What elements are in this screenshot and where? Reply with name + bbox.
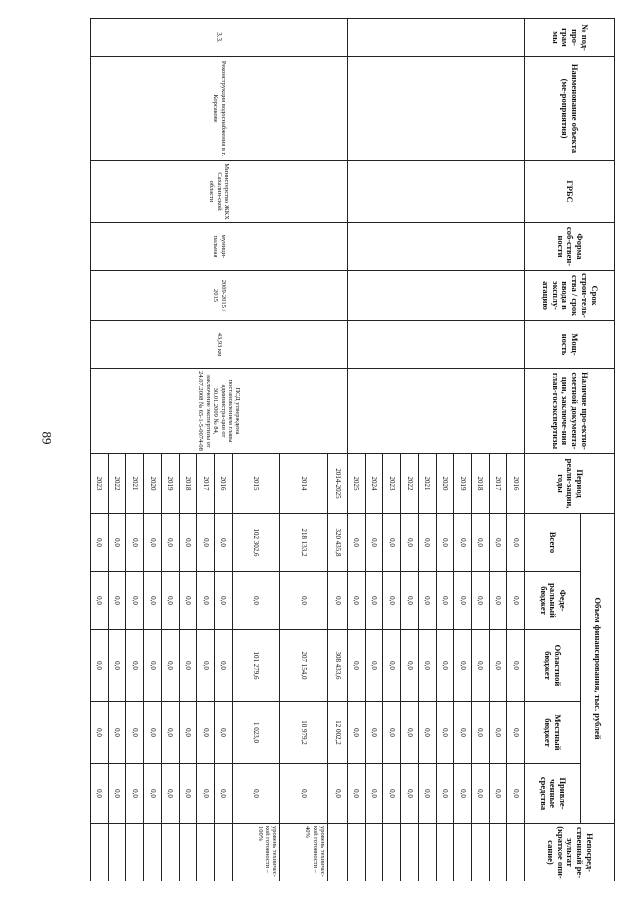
local-cell: 0,0	[214, 702, 232, 764]
local-cell: 0,0	[489, 702, 507, 764]
attracted-cell: 0,0	[507, 764, 525, 824]
federal-cell: 0,0	[161, 572, 179, 630]
federal-cell: 0,0	[328, 572, 348, 630]
local-cell: 0,0	[436, 702, 454, 764]
regional-cell: 0,0	[454, 630, 472, 702]
header-federal: Феде-ральный бюджет	[525, 572, 581, 630]
result-cell	[144, 824, 162, 882]
regional-cell: 0,0	[161, 630, 179, 702]
total-cell: 0,0	[383, 514, 401, 572]
attracted-cell: 0,0	[436, 764, 454, 824]
investment-register-table	[90, 18, 615, 881]
period-cell: 2014	[280, 454, 328, 514]
local-cell: 12 002,2	[328, 702, 348, 764]
period-cell: 2022	[108, 454, 126, 514]
result-cell	[401, 824, 419, 882]
result-cell	[161, 824, 179, 882]
table-row	[328, 19, 348, 882]
result-cell: уровень техничес-кой готовности – 100%	[232, 824, 280, 882]
total-cell: 0,0	[197, 514, 215, 572]
total-cell: 0,0	[348, 514, 366, 572]
period-cell: 2018	[179, 454, 197, 514]
regional-cell: 0,0	[401, 630, 419, 702]
result-cell	[365, 824, 383, 882]
federal-cell: 0,0	[401, 572, 419, 630]
result-cell	[418, 824, 436, 882]
regional-cell: 0,0	[108, 630, 126, 702]
federal-cell: 0,0	[365, 572, 383, 630]
period-cell: 2017	[489, 454, 507, 514]
federal-cell: 0,0	[454, 572, 472, 630]
result-cell	[328, 824, 348, 882]
no-cell	[348, 19, 525, 57]
total-cell: 0,0	[91, 514, 109, 572]
local-cell: 0,0	[197, 702, 215, 764]
capacity-cell: 43,93 км	[91, 321, 348, 369]
capacity-cell	[348, 321, 525, 369]
regional-cell: 0,0	[471, 630, 489, 702]
local-cell: 0,0	[454, 702, 472, 764]
regional-cell: 0,0	[348, 630, 366, 702]
local-cell: 1 023,0	[232, 702, 280, 764]
regional-cell: 0,0	[365, 630, 383, 702]
term-cell: 2009-2015 / 2015	[91, 271, 348, 321]
result-cell	[454, 824, 472, 882]
period-cell: 2021	[418, 454, 436, 514]
local-cell: 0,0	[418, 702, 436, 764]
local-cell: 10 979,2	[280, 702, 328, 764]
regional-cell: 0,0	[214, 630, 232, 702]
regional-cell: 0,0	[126, 630, 144, 702]
period-cell: 2017	[197, 454, 215, 514]
local-cell: 0,0	[348, 702, 366, 764]
attracted-cell: 0,0	[91, 764, 109, 824]
header-attracted: Привле-ченные средства	[525, 764, 581, 824]
attracted-cell: 0,0	[126, 764, 144, 824]
period-cell: 2020	[144, 454, 162, 514]
attracted-cell: 0,0	[383, 764, 401, 824]
period-cell: 2024	[365, 454, 383, 514]
result-cell	[197, 824, 215, 882]
attracted-cell: 0,0	[418, 764, 436, 824]
regional-cell: 0,0	[179, 630, 197, 702]
table-row	[507, 19, 525, 882]
docs-cell: ПСД утверждена постановлением главы администра-ции от 30.01.2009 № 84, заключение экспертизы от 24.07.2008 № 65-1-5-0074-08	[91, 369, 348, 454]
header-result: Непосред-ственный ре-зультат (краткое опи-сание)	[525, 824, 615, 882]
attracted-cell: 0,0	[144, 764, 162, 824]
federal-cell: 0,0	[197, 572, 215, 630]
result-cell	[507, 824, 525, 882]
attracted-cell: 0,0	[280, 764, 328, 824]
regional-cell: 0,0	[197, 630, 215, 702]
page-number: 89	[39, 431, 55, 445]
federal-cell: 0,0	[91, 572, 109, 630]
total-cell: 0,0	[108, 514, 126, 572]
regional-cell: 0,0	[507, 630, 525, 702]
federal-cell: 0,0	[108, 572, 126, 630]
total-cell: 0,0	[471, 514, 489, 572]
header-total: Всего	[525, 514, 581, 572]
period-cell: 2015	[232, 454, 280, 514]
result-cell	[348, 824, 366, 882]
header-ownership: Форма соб-ствен-ности	[525, 223, 615, 271]
no-cell: 3.3.	[91, 19, 348, 57]
attracted-cell: 0,0	[232, 764, 280, 824]
local-cell: 0,0	[126, 702, 144, 764]
local-cell: 0,0	[108, 702, 126, 764]
regional-cell: 0,0	[383, 630, 401, 702]
header-funding-group: Объем финансирования, тыс. рублей	[581, 514, 615, 824]
name-cell	[348, 57, 525, 161]
period-cell: 2016	[214, 454, 232, 514]
attracted-cell: 0,0	[328, 764, 348, 824]
attracted-cell: 0,0	[365, 764, 383, 824]
attracted-cell: 0,0	[348, 764, 366, 824]
header-period: Период реали-зации, годы	[525, 454, 615, 514]
period-cell: 2022	[401, 454, 419, 514]
period-cell: 2023	[91, 454, 109, 514]
term-cell	[348, 271, 525, 321]
federal-cell: 0,0	[179, 572, 197, 630]
period-cell: 2021	[126, 454, 144, 514]
header-capacity: Мощ-ность	[525, 321, 615, 369]
local-cell: 0,0	[471, 702, 489, 764]
regional-cell: 308 433,6	[328, 630, 348, 702]
period-cell: 2025	[348, 454, 366, 514]
period-cell: 2023	[383, 454, 401, 514]
result-cell	[489, 824, 507, 882]
result-cell	[383, 824, 401, 882]
attracted-cell: 0,0	[108, 764, 126, 824]
attracted-cell: 0,0	[179, 764, 197, 824]
total-cell: 0,0	[418, 514, 436, 572]
regional-cell: 207 154,0	[280, 630, 328, 702]
table-header	[525, 19, 615, 882]
federal-cell: 0,0	[418, 572, 436, 630]
grbs-cell	[348, 161, 525, 223]
federal-cell: 0,0	[232, 572, 280, 630]
local-cell: 0,0	[179, 702, 197, 764]
federal-cell: 0,0	[507, 572, 525, 630]
header-docs: Наличие про-ектно-сметной документа-ции, заключе-ния глав-госэкспертизы	[525, 369, 615, 454]
period-cell: 2020	[436, 454, 454, 514]
total-cell: 0,0	[436, 514, 454, 572]
period-cell: 2019	[454, 454, 472, 514]
federal-cell: 0,0	[383, 572, 401, 630]
federal-cell: 0,0	[214, 572, 232, 630]
total-cell: 218 133,2	[280, 514, 328, 572]
period-cell: 2016	[507, 454, 525, 514]
total-cell: 0,0	[179, 514, 197, 572]
header-no: № под-про-грам мы	[525, 19, 615, 57]
header-term: Срок строи-тель-ства / срок ввода в эксплу-атацию	[525, 271, 615, 321]
period-cell: 2019	[161, 454, 179, 514]
attracted-cell: 0,0	[214, 764, 232, 824]
regional-cell: 101 279,6	[232, 630, 280, 702]
federal-cell: 0,0	[144, 572, 162, 630]
local-cell: 0,0	[144, 702, 162, 764]
name-cell: Реконструкция водоснабжения в г. Корсакове	[91, 57, 348, 161]
local-cell: 0,0	[365, 702, 383, 764]
header-grbs: ГРБС	[525, 161, 615, 223]
total-cell: 0,0	[489, 514, 507, 572]
result-cell	[108, 824, 126, 882]
result-cell	[126, 824, 144, 882]
local-cell: 0,0	[383, 702, 401, 764]
result-cell	[214, 824, 232, 882]
result-cell	[91, 824, 109, 882]
header-name: Наименование объекта (ме-роприятия)	[525, 57, 615, 161]
total-cell: 102 302,6	[232, 514, 280, 572]
result-cell: уровень техничес-кой готовности – 40%	[280, 824, 328, 882]
grbs-cell: Министерство ЖКХ Сахалин-ской области	[91, 161, 348, 223]
local-cell: 0,0	[161, 702, 179, 764]
total-cell: 0,0	[126, 514, 144, 572]
total-cell: 0,0	[144, 514, 162, 572]
federal-cell: 0,0	[126, 572, 144, 630]
attracted-cell: 0,0	[471, 764, 489, 824]
total-cell: 320 435,8	[328, 514, 348, 572]
period-cell: 2018	[471, 454, 489, 514]
total-cell: 0,0	[507, 514, 525, 572]
federal-cell: 0,0	[280, 572, 328, 630]
ownership-cell	[348, 223, 525, 271]
local-cell: 0,0	[507, 702, 525, 764]
register-sheet	[90, 18, 615, 881]
result-cell	[179, 824, 197, 882]
attracted-cell: 0,0	[197, 764, 215, 824]
regional-cell: 0,0	[489, 630, 507, 702]
regional-cell: 0,0	[144, 630, 162, 702]
attracted-cell: 0,0	[489, 764, 507, 824]
total-cell: 0,0	[454, 514, 472, 572]
regional-cell: 0,0	[91, 630, 109, 702]
federal-cell: 0,0	[471, 572, 489, 630]
docs-cell	[348, 369, 525, 454]
rotated-page	[90, 18, 615, 881]
header-regional: Областной бюджет	[525, 630, 581, 702]
period-cell: 2014-2025	[328, 454, 348, 514]
attracted-cell: 0,0	[161, 764, 179, 824]
header-local: Местный бюджет	[525, 702, 581, 764]
attracted-cell: 0,0	[454, 764, 472, 824]
result-cell	[436, 824, 454, 882]
federal-cell: 0,0	[489, 572, 507, 630]
total-cell: 0,0	[365, 514, 383, 572]
total-cell: 0,0	[161, 514, 179, 572]
federal-cell: 0,0	[348, 572, 366, 630]
table-body	[91, 19, 525, 882]
regional-cell: 0,0	[436, 630, 454, 702]
result-cell	[471, 824, 489, 882]
ownership-cell: муници-пальная	[91, 223, 348, 271]
attracted-cell: 0,0	[401, 764, 419, 824]
federal-cell: 0,0	[436, 572, 454, 630]
total-cell: 0,0	[401, 514, 419, 572]
local-cell: 0,0	[401, 702, 419, 764]
total-cell: 0,0	[214, 514, 232, 572]
local-cell: 0,0	[91, 702, 109, 764]
regional-cell: 0,0	[418, 630, 436, 702]
